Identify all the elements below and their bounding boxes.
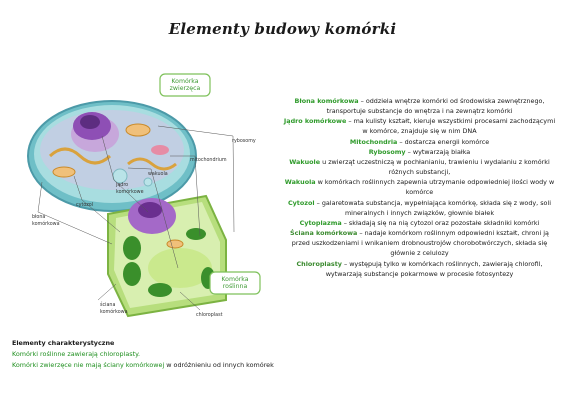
description-text: – składają się na nią cytozol oraz pozostałe składniki komórki (341, 218, 540, 227)
description-text: – dostarcza energii komórce (397, 137, 490, 146)
label-mitochondrium: mitochondrium (190, 158, 227, 163)
description-text: u zwierząt uczestniczą w pochłanianiu, trawieniu i wydalaniu z komórki różnych substancji, (320, 157, 550, 177)
label-chloroplast: chloroplast (196, 313, 223, 318)
description-term: Ściana komórkowa (290, 229, 358, 238)
description-term: Cytozol (287, 198, 315, 207)
description-item (282, 228, 557, 258)
characteristics-line-2 (12, 360, 332, 371)
description-item (282, 137, 557, 147)
description-term: Chloroplasty (296, 259, 342, 268)
svg-text:Komórkazwierzęca: Komórka zwierzęca (169, 78, 201, 92)
label-cytozol: cytozol (76, 203, 94, 208)
page-title: Elementy budowy komórki (168, 20, 397, 38)
characteristics-line-2-highlight: Komórki zwierzęce nie mają ściany komórkowej (12, 361, 165, 369)
animal-cell-badge (160, 74, 210, 96)
organelle-descriptions (282, 96, 557, 279)
description-item (282, 157, 557, 177)
characteristics-line-1: Komórki roślinne zawierają chloroplasty. (12, 350, 140, 358)
description-term: Mitochondria (349, 137, 398, 146)
plant-cell-badge (210, 272, 260, 294)
description-item (282, 96, 557, 116)
description-item (282, 116, 557, 136)
label-rybosomy: rybosomy (232, 139, 256, 144)
description-term: Wakuola (284, 178, 316, 187)
label-jadro: jądro komórkowe (116, 183, 144, 195)
plant-cell-illustration (108, 196, 226, 316)
description-text: – galaretowata substancja, wypełniająca komórkę, składa się z wody, soli mineralnych i innych związków, głownie białek (314, 198, 552, 217)
label-sciana: ściana komórkowa (100, 303, 128, 315)
description-text: – oddziela wnętrze komórki od środowiska zewnętrznego, transportuje substancje do wnętrza i na zewnątrz komórki (326, 97, 545, 116)
characteristics-heading: Elementy charakterystyczne (12, 339, 115, 347)
description-text: – występują tylko w komórkach roślinnych, zawierają chlorofil, wytwarzają substancje pokarmowe w procesie fotosyntezy (325, 259, 543, 278)
description-term: Rybosomy (368, 147, 406, 156)
description-text: – wytwarzają białka (405, 147, 471, 156)
description-item (282, 218, 557, 228)
characteristics-line-2-rest: w odróżnieniu od innych komórek (164, 361, 274, 369)
description-term: Jądro komórkowe (283, 117, 347, 126)
description-item (282, 259, 557, 279)
description-item (282, 147, 557, 157)
description-term: Cytoplazma (299, 218, 342, 227)
characteristics-section (12, 338, 332, 371)
description-item (282, 198, 557, 218)
description-term: Błona komórkowa (294, 97, 359, 105)
description-item (282, 177, 557, 197)
cell-diagram (20, 64, 280, 326)
label-wakuola: wakuola (148, 172, 168, 177)
description-text: – nadaje komórkom roślinnym odpowiedni kształt, chroni ją przed uszkodzeniami i wnikaniem drobnoustrojów chorobotwórczych, składa się głównie z celulozy (291, 229, 549, 258)
description-term: Wakuole (289, 157, 321, 166)
svg-text:Komórkaroślinna: Komórka roślinna (221, 276, 249, 290)
description-text: w komórkach roślinnych zapewnia utrzymanie odpowiedniej ilości wody w komórce (315, 178, 555, 197)
label-blona: błona komórkowa (32, 215, 60, 227)
description-text: – ma kulisty kształt, kieruje wszystkimi procesami zachodzącymi w komórce, znajduje się w nim DNA (346, 117, 556, 136)
